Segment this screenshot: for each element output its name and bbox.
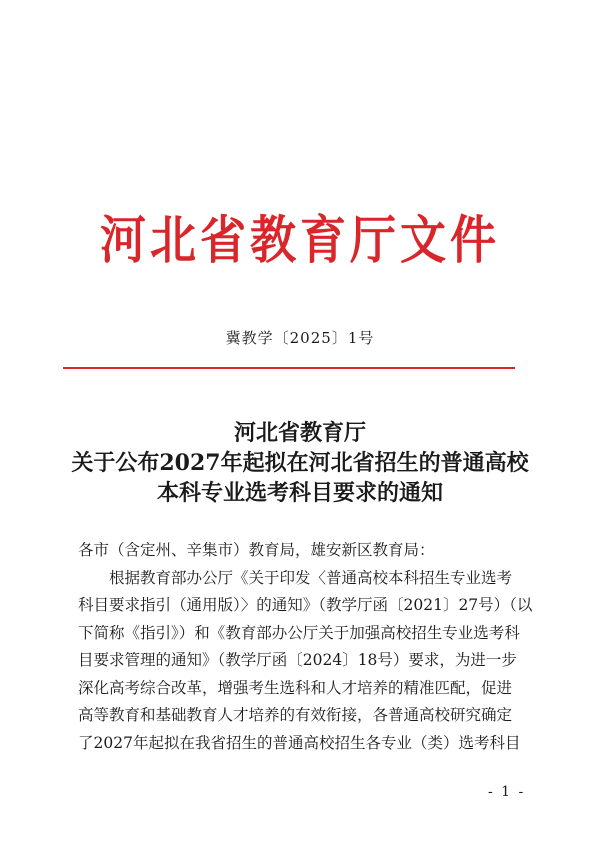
body-line: 目要求管理的通知》（教学厅函〔2024〕18号）要求，为进一步 [78,651,517,669]
page-number: - 1 - [488,784,526,800]
body-line: 根据教育部办公厅《关于印发〈普通高校本科招生专业选考 [109,568,513,587]
body-line: 下简称《指引》）和《教育部办公厅关于加强高校招生专业选考科 [78,623,520,642]
notice-title-line-3: 本科专业选考科目要求的通知 [156,480,443,506]
document-header-title: 河北省教育厅文件 [100,210,500,271]
notice-title-line-2: 关于公布2027年起拟在河北省招生的普通高校 [71,450,529,476]
notice-body [78,537,546,757]
body-line: 深化高考综合改革，增强考生选科和人才培养的精准匹配，促进 [78,678,513,697]
red-divider-line [63,367,515,369]
body-line: 高等教育和基础教育人才培养的有效衔接，各普通高校研究确定 [78,706,513,724]
salutation: 各市（含定州、辛集市）教育局，雄安新区教育局： [78,541,435,559]
body-line: 科目要求指引（通用版）〉的通知》（教学厅函〔2021〕27号）（以 [78,596,533,614]
body-line: 了2027年起拟在我省招生的普通高校招生各专业（类）选考科目 [78,733,521,752]
document-number: 冀教学〔2025〕1号 [225,329,375,347]
notice-title-line-1: 河北省教育厅 [233,420,366,446]
notice-title [0,418,600,508]
